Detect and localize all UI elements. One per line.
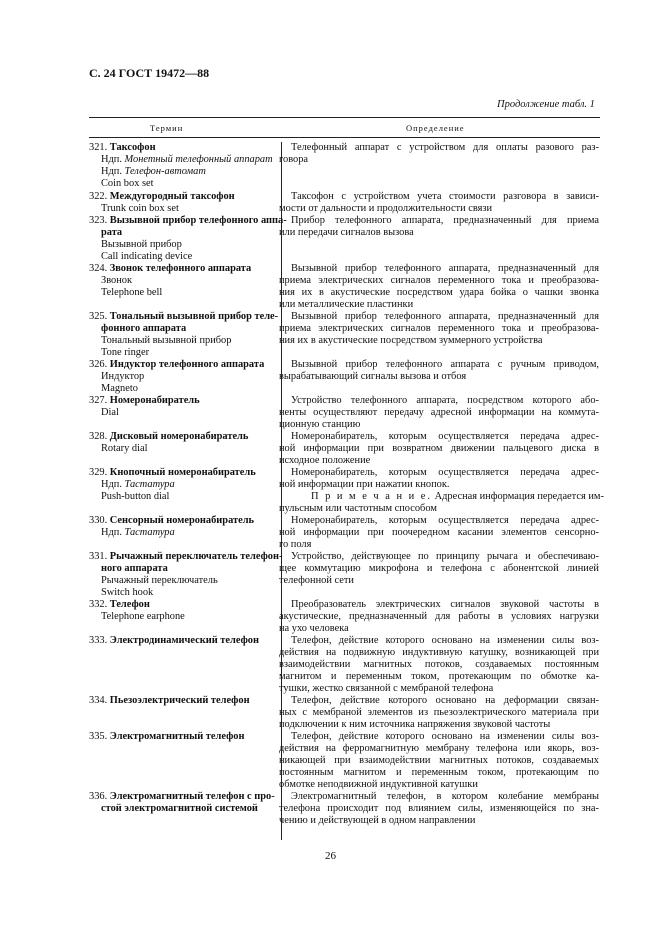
table-row-definition: Устройство, действующее по принципу рычага и обеспечиваю- щее коммутацию микрофона и телефона с абонентской линией телефонной сети: [279, 551, 599, 586]
table-row-term: 325. Тональный вызывной прибор теле- фонного аппарата Тональный вызывной прибор Tone ringer: [89, 311, 279, 358]
column-header-definition: Определение: [406, 123, 465, 133]
table-row-term: 327. Номеронабиратель Dial: [89, 395, 200, 418]
table-row-definition: Телефон, действие которого основано на изменении силы воз- действия на подвижную индуктивную катушку, возникающей при взаимодействии магнитных потоков, создаваемых постоянным магнитом и переменным током, протекающим по обмотке ка- тушки, жестко связанной с мембраной телефона: [279, 635, 599, 694]
table-row-note: П р и м е ч а н и е. Адресная информация передается им-: [311, 491, 604, 502]
table-row-definition: Электромагнитный телефон, в котором колебание мембраны телефона происходит под влиянием силы, изменяющейся по зна- чению и действующей в одном направлении: [279, 791, 599, 826]
table-row-definition: Прибор телефонного аппарата, предназначенный для приема или передачи сигналов вызова: [279, 215, 599, 238]
table-row-term: 324. Звонок телефонного аппарата Звонок Telephone bell: [89, 263, 252, 298]
column-header-term: Термин: [150, 123, 184, 133]
table-row-definition: Вызывной прибор телефонного аппарата с ручным приводом, вырабатывающий сигналы вызова и отбоя: [279, 359, 599, 382]
table-row-definition: Телефон, действие которого основано на изменении силы воз- действия на ферромагнитную мембрану телефона или якорь, воз- никающей при взаимодействии магнитных потоков, создаваемых постоянным магнитом и переменным током, протекающим по обмотке неподвижной индуктивной катушки: [279, 731, 599, 790]
page-header: С. 24 ГОСТ 19472—88: [89, 66, 210, 80]
table-row-term: 326. Индуктор телефонного аппарата Индуктор Magneto: [89, 359, 265, 394]
page-number: 26: [325, 850, 336, 862]
table-row-term: 330. Сенсорный номеронабиратель Ндп. Тастатура: [89, 515, 255, 538]
table-row-definition: Преобразователь электрических сигналов звуковой частоты в акустические, предназначенный для работы в условиях нагрузки на ухо человека: [279, 599, 599, 634]
table-row-definition: Номеронабиратель, которым осуществляется передача адрес- ной информации при возвратном движении пальцевого диска в исходное положение: [279, 431, 599, 466]
table-row-term: 328. Дисковый номеронабиратель Rotary dial: [89, 431, 249, 454]
table-row-term: 321. Таксофон Ндп. Монетный телефонный аппарат Ндп. Телефон-автомат Coin box set: [89, 142, 273, 189]
table-header-rule: [89, 137, 600, 138]
table-row-definition: Вызывной прибор телефонного аппарата, предназначенный для приема электрических сигналов переменного тока и преобразова- ния их в акустические посредством удара бойка о чашки звонка или металлические пластинки: [279, 263, 599, 310]
table-row-definition: Телефон, действие которого основано на деформации связан- ных с мембраной элементов из пьезоэлектрического материала при подключении к ним источника напряжения звуковой частоты: [279, 695, 599, 730]
table-row-term: 331. Рычажный переключатель телефон- ного аппарата Рычажный переключатель Switch hook: [89, 551, 283, 598]
table-continuation-label: Продолжение табл. 1: [497, 99, 595, 110]
table-row-definition: Номеронабиратель, которым осуществляется передача адрес- ной информации при поочередном касании элементов сенсорно- го поля: [279, 515, 599, 550]
table-row-term: 322. Междугородный таксофон Trunk coin box set: [89, 191, 235, 214]
table-row-term: 332. Телефон Telephone earphone: [89, 599, 185, 622]
table-row-definition: Номеронабиратель, которым осуществляется передача адрес- ной информации при нажатии кнопок. П р и м е ч а н и е. Адресная информация передается им- пульсным или частотным способом: [279, 467, 604, 514]
table-row-term: 334. Пьезоэлектрический телефон: [89, 695, 250, 706]
table-row-term: 333. Электродинамический телефон: [89, 635, 259, 646]
table-row-definition: Таксофон с устройством учета стоимости разговора в зависи- мости от дальности и продолжительности связи: [279, 191, 599, 214]
table-top-rule: [89, 117, 600, 118]
table-row-term: 329. Кнопочный номеронабиратель Ндп. Тастатура Push-button dial: [89, 467, 256, 502]
table-row-term: 336. Электромагнитный телефон с про- стой электромагнитной системой: [89, 791, 275, 814]
table-row-term: 335. Электромагнитный телефон: [89, 731, 245, 742]
table-row-definition: Устройство телефонного аппарата, посредством которого або- ненты осуществляют передачу адресной информации на коммута- ционную станцию: [279, 395, 599, 430]
table-row-term: 323. Вызывной прибор телефонного аппа- рата Вызывной прибор Call indicating device: [89, 215, 287, 262]
table-row-definition: Вызывной прибор телефонного аппарата, предназначенный для приема электрических сигналов переменного тока и преобразова- ния их в акустические посредством зуммерного устройства: [279, 311, 599, 346]
table-row-definition: Телефонный аппарат с устройством для оплаты разового раз- говора: [279, 142, 599, 165]
